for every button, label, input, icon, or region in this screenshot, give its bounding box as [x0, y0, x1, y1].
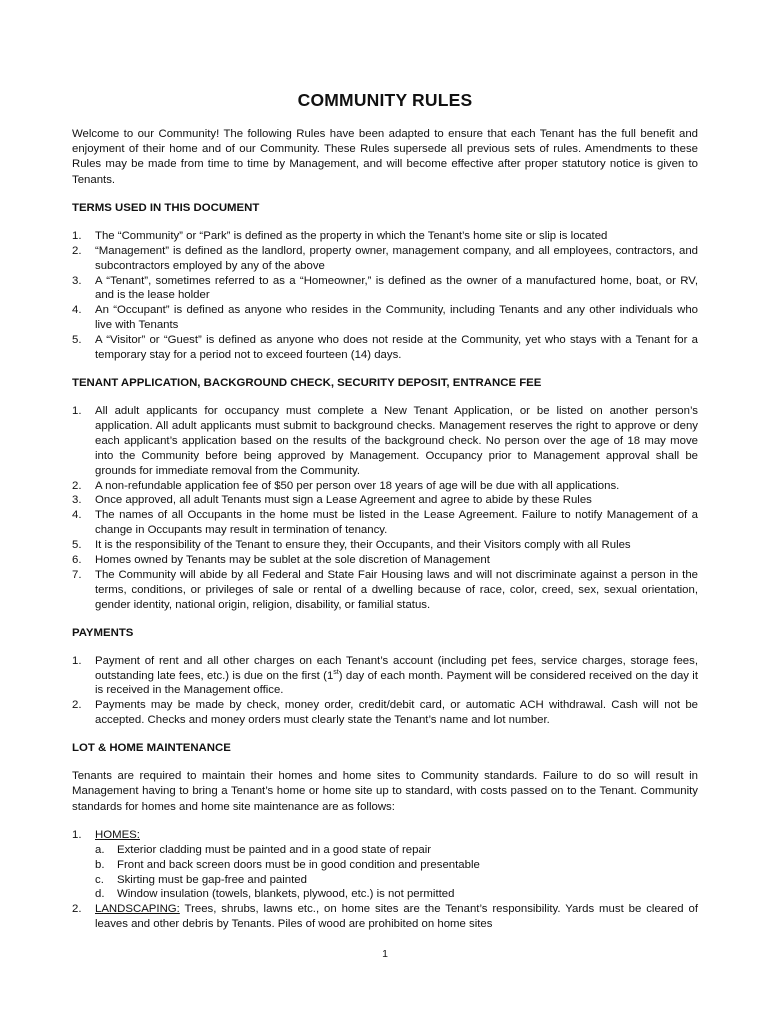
application-list [72, 404, 698, 613]
terms-list [72, 229, 698, 363]
list-item: 3. Once approved, all adult Tenants must sign a Lease Agreement and agree to abide by these Rules [72, 494, 592, 507]
page-number: 1 [382, 948, 388, 960]
sub-list-item: d. Window insulation (towels, blankets, plywood, etc.) is not permitted [95, 888, 455, 901]
list-item: 1. All adult applicants for occupancy must complete a New Tenant Application, or be listed on another person’s application. All adult applicants must submit to background checks. Management reserves the right to approve or deny each applicant’s application based on the results of the background check. No person over the age of 18 may move into the Community before being approved by Management. Occupancy prior to Management approval shall be grounds for immediate removal from the Community. [72, 404, 698, 477]
homes-label: HOMES: [95, 828, 140, 841]
document-page [72, 90, 698, 932]
landscaping-label: LANDSCAPING: [95, 903, 180, 916]
list-item: 2. A non-refundable application fee of $50 per person over 18 years of age will be due with all applications. [72, 479, 620, 492]
list-item: 4. The names of all Occupants in the home must be listed in the Lease Agreement. Failure to notify Management of a change in Occupants may result in termination of tenancy. [72, 509, 698, 537]
sub-list-item: c. Skirting must be gap-free and painted [95, 873, 307, 886]
list-item: 1. Payment of rent and all other charges on each Tenant’s account (including pet fees, service charges, storage fees, outstanding late fees, etc.) is due on the first (1st) day of each month. Payment will be considered received on the day it is received in the Management office. [72, 654, 698, 697]
sub-list-item: b. Front and back screen doors must be in good condition and presentable [95, 858, 480, 871]
sub-list-item: a. Exterior cladding must be painted and in a good state of repair [95, 843, 432, 856]
list-item: 2. LANDSCAPING: Trees, shrubs, lawns etc., on home sites are the Tenant’s responsibility. Yards must be cleared of leaves and other debris by Tenants. Piles of wood are prohibited on home sites [72, 903, 698, 931]
list-item: 4. An “Occupant” is defined as anyone who resides in the Community, including Tenants and any other individuals who live with Tenants [72, 304, 698, 332]
list-item: 7. The Community will abide by all Federal and State Fair Housing laws and will not discriminate against a person in the terms, conditions, or privileges of sale or rental of a dwelling because of race, color, creed, sex, sexual orientation, gender identity, national origin, religion, disability, or familial status. [72, 568, 698, 611]
list-item: 5. A “Visitor” or “Guest” is defined as anyone who does not reside at the Community, yet who stays with a Tenant for a temporary stay for a period not to exceed fourteen (14) days. [72, 334, 698, 362]
list-item: 1. HOMES: a. Exterior cladding must be painted and in a good state of repair b. Front and back screen doors must be in good condition and presentable c. Skirting must be gap-free and painted d. Window insulation (towels, blankets, plywood, etc.) is not permitted [72, 828, 698, 903]
maintenance-heading: LOT & HOME MAINTENANCE [72, 742, 231, 755]
application-heading: TENANT APPLICATION, BACKGROUND CHECK, SECURITY DEPOSIT, ENTRANCE FEE [72, 376, 542, 389]
payments-list [72, 654, 698, 729]
list-item: 6. Homes owned by Tenants may be sublet at the sole discretion of Management [72, 554, 490, 567]
list-item: 3. A “Tenant”, sometimes referred to as a “Homeowner,” is defined as the owner of a manufactured home, boat, or RV, and is the lease holder [72, 274, 698, 302]
list-item: 2. Payments may be made by check, money order, credit/debit card, or automatic ACH withdrawal. Cash will not be accepted. Checks and money orders must clearly state the Tenant’s name and lot number. [72, 699, 698, 727]
maintenance-intro: Tenants are required to maintain their homes and home sites to Community standards. Failure to do so will result in Management having to bring a Tenant’s home or home site up to standard, with costs passed on to the Tenant. Community standards for homes and home site maintenance are as follows: [72, 770, 698, 813]
maintenance-list [72, 828, 698, 932]
homes-sublist [95, 843, 698, 903]
intro-paragraph: Welcome to our Community! The following Rules have been adapted to ensure that each Tenant has the full benefit and enjoyment of their home and of our Community. These Rules supersede all previous sets of rules. Amendments to these Rules may be made from time to time by Management, and will become effective after proper statutory notice is given to Tenants. [72, 128, 698, 186]
list-item: 5. It is the responsibility of the Tenant to ensure they, their Occupants, and their Visitors comply with all Rules [72, 539, 631, 552]
payments-heading: PAYMENTS [72, 626, 134, 639]
page-title: COMMUNITY RULES [297, 90, 473, 110]
ordinal-superscript: st [333, 668, 339, 676]
terms-heading: TERMS USED IN THIS DOCUMENT [72, 201, 260, 214]
list-item: 2. “Management” is defined as the landlord, property owner, management company, and all employees, contractors, and subcontractors employed by any of the above [72, 244, 698, 272]
list-item: 1. The “Community” or “Park” is defined as the property in which the Tenant’s home site or slip is located [72, 229, 608, 242]
